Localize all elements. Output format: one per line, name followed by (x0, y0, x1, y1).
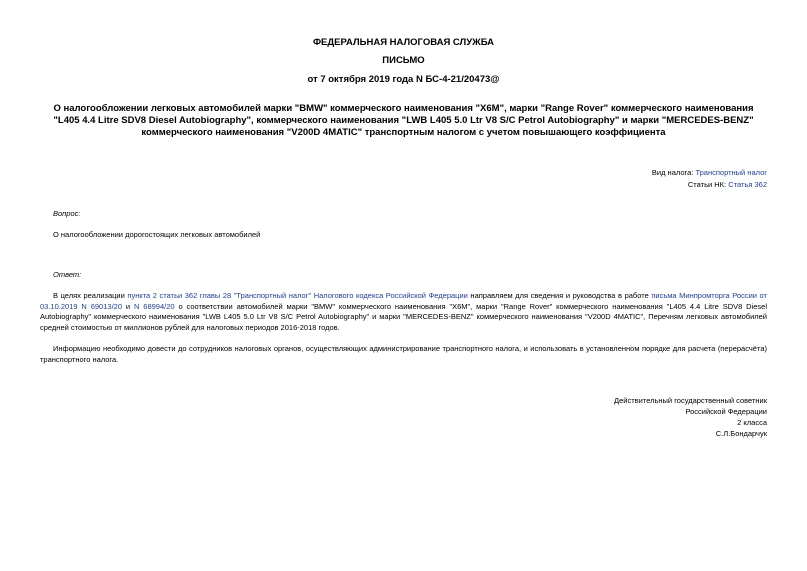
signature-name: С.Л.Бондарчук (715, 429, 767, 438)
tax-type-label: Вид налога: (651, 168, 694, 177)
signature-block (614, 395, 767, 439)
tax-code-link[interactable]: пункта 2 статьи 362 главы 28 "Транспортный налог" Налогового кодекса Российской Федерации (127, 291, 468, 300)
agency-title: ФЕДЕРАЛЬНАЯ НАЛОГОВАЯ СЛУЖБА (312, 37, 495, 48)
answer-text-1: В целях реализации (53, 291, 128, 300)
answer-paragraph-1 (40, 291, 767, 333)
answer-paragraph-2: Информацию необходимо довести до сотрудников налоговых органов, осуществляющих администрирование транспортного налога, и использовать в установленном порядке для расчета (перерасчёта) транспортного налога. (40, 344, 767, 364)
doc-type: ПИСЬМО (382, 55, 425, 66)
tax-type-link[interactable]: Транспортный налог (695, 168, 767, 177)
answer-text-2: направляем для сведения и руководства в работе (470, 291, 652, 300)
answer-text-3: и (122, 301, 134, 311)
signature-class: 2 класса (737, 418, 767, 427)
minpromtorg-letter-link[interactable]: письма Минпромторга России от 03.10.2019 N 69013/20 (40, 291, 767, 311)
signature-country: Российской Федерации (685, 407, 767, 416)
answer-text-4: о соответствии автомобилей марки "BMW" коммерческого наименования "X6M", марки "Range Rover" коммерческого наименования "L405 4.4 Litre SDV8 Diesel Autobiography" коммерческого наименования "LWB L405 5.0 Ltr V8 S/C Petrol Autobiography" и марки "MERCEDES-BENZ" коммерческого наименования "V200D 4MATIC", Перечням легковых автомобилей средней стоимостью от миллионов рублей для налоговых периодов 2016-2018 годов. (40, 301, 768, 332)
letter-68994-link[interactable]: N 68994/20 (133, 301, 175, 311)
answer-label: Ответ: (53, 270, 82, 279)
tax-article-label: Статьи НК: (687, 180, 727, 189)
doc-subject: О налогообложении легковых автомобилей марки "BMW" коммерческого наименования "X6M", марки "Range Rover" коммерческого наименования "L405 4.4 Litre SDV8 Diesel Autobiography", коммерческого наименования "LWB L405 5.0 Ltr V8 S/C Petrol Autobiography" и марки "MERCEDES-BENZ" коммерческого наименования "V200D 4MATIC" транспортным налогом с учетом повышающего коэффициента (53, 103, 754, 138)
tax-type-line (652, 168, 767, 177)
doc-date-number: от 7 октября 2019 года N БС-4-21/20473@ (307, 74, 500, 85)
tax-article-line (688, 180, 767, 189)
question-label: Вопрос: (53, 209, 81, 218)
question-text: О налогообложении дорогостоящих легковых автомобилей (53, 230, 261, 239)
signature-title: Действительный государственный советник (614, 396, 767, 405)
tax-article-link[interactable]: Статья 362 (728, 180, 767, 189)
